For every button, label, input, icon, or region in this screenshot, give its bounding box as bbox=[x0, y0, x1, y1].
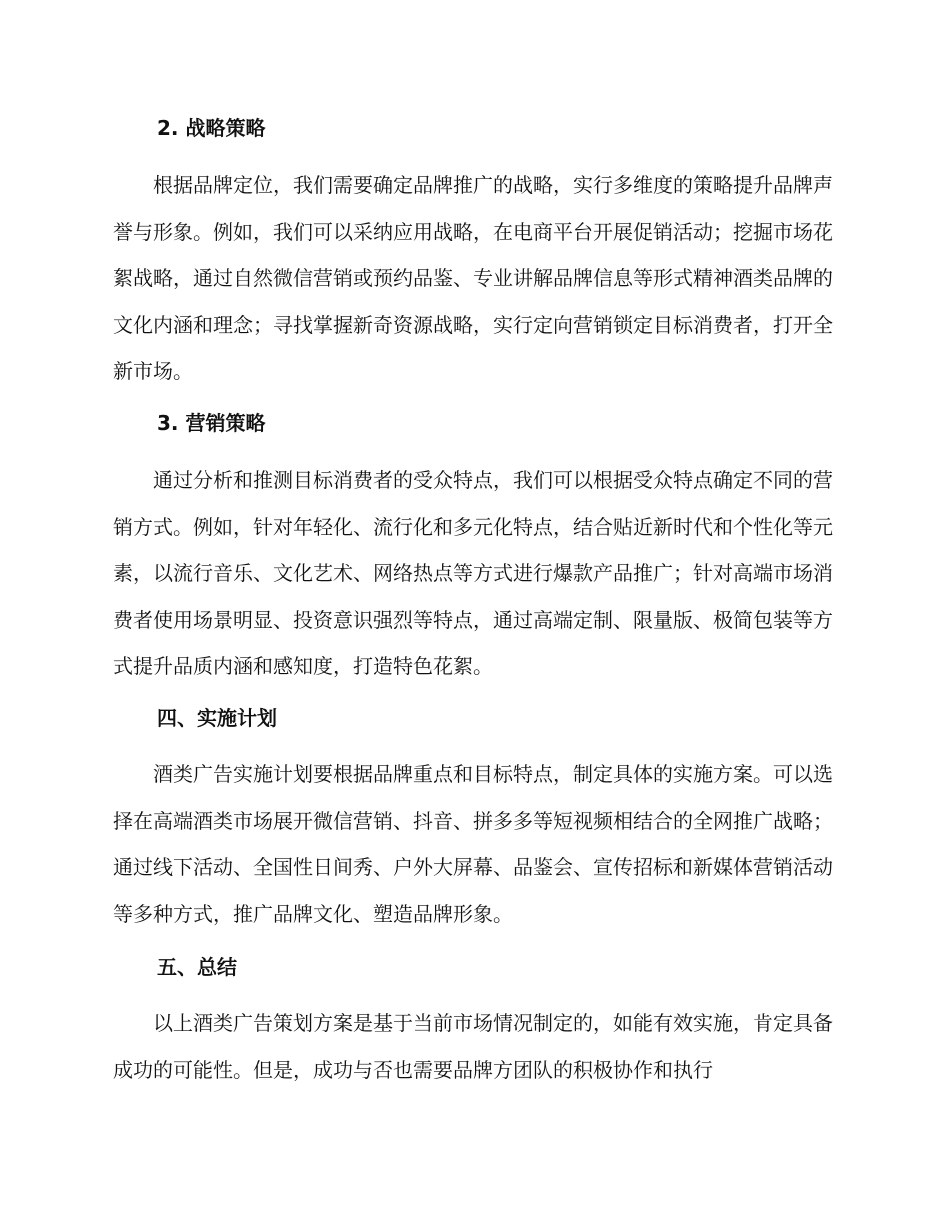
section-paragraph-summary: 以上酒类广告策划方案是基于当前市场情况制定的，如能有效实施，肯定具备成功的可能性。但是，成功与否也需要品牌方团队的积极协作和执行 bbox=[113, 1011, 833, 1082]
section-paragraph-marketing: 通过分析和推测目标消费者的受众特点，我们可以根据受众特点确定不同的营销方式。例如，针对年轻化、流行化和多元化特点，结合贴近新时代和个性化等元素，以流行音乐、文化艺术、网络热点等方式进行爆款产品推广；针对高端市场消费者使用场景明显、投资意识强烈等特点，通过高端定制、限量版、极简包装等方式提升品质内涵和感知度，打造特色花絮。 bbox=[113, 468, 833, 678]
section-heading-strategy: 2. 战略策略 bbox=[157, 116, 266, 140]
section-heading-summary: 五、总结 bbox=[157, 955, 237, 979]
section-paragraph-strategy: 根据品牌定位，我们需要确定品牌推广的战略，实行多维度的策略提升品牌声誉与形象。例如，我们可以采纳应用战略，在电商平台开展促销活动；挖掘市场花絮战略，通过自然微信营销或预约品鉴、专业讲解品牌信息等形式精神酒类品牌的文化内涵和理念；寻找掌握新奇资源战略，实行定向营销锁定目标消费者，打开全新市场。 bbox=[113, 173, 833, 383]
section-heading-implementation: 四、实施计划 bbox=[157, 706, 277, 730]
section-heading-marketing: 3. 营销策略 bbox=[157, 411, 266, 435]
section-paragraph-implementation: 酒类广告实施计划要根据品牌重点和目标特点，制定具体的实施方案。可以选择在高端酒类市场展开微信营销、抖音、拼多多等短视频相结合的全网推广战略；通过线下活动、全国性日间秀、户外大屏幕、品鉴会、宣传招标和新媒体营销活动等多种方式，推广品牌文化、塑造品牌形象。 bbox=[113, 762, 833, 926]
